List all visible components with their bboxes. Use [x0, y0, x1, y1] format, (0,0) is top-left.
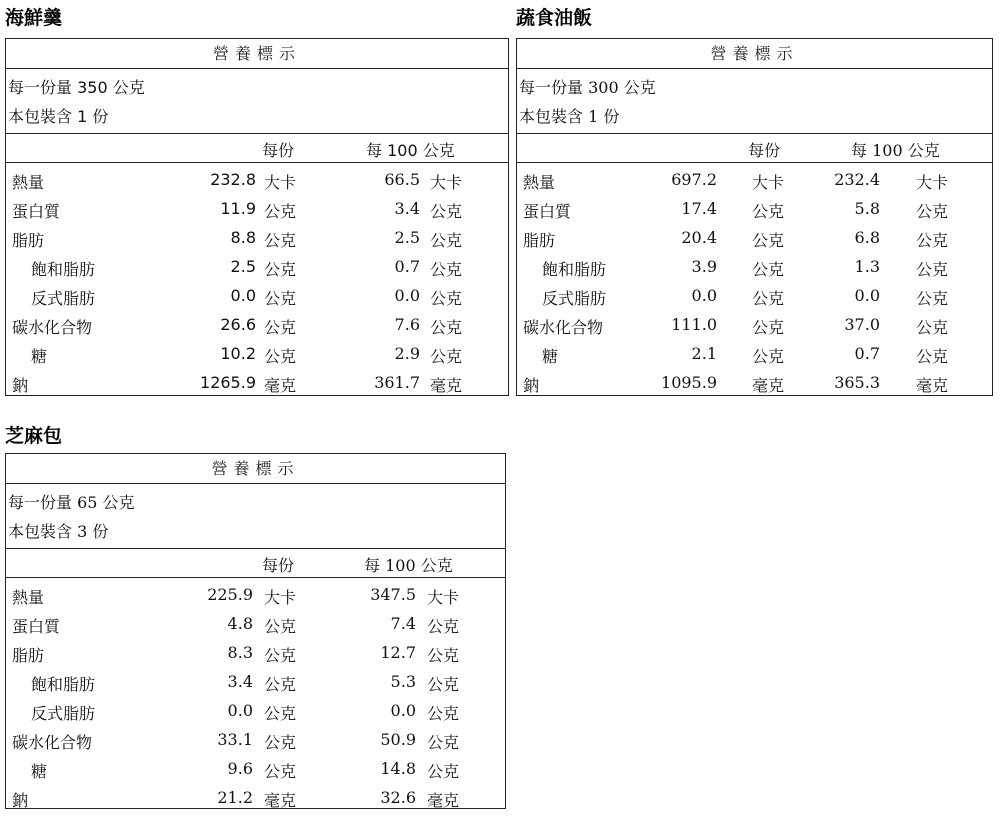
per-100g-unit: 公克 [430, 289, 463, 308]
nutrient-row [6, 639, 505, 668]
per-100g-value: 6.8 [854, 228, 880, 247]
per-serving-unit: 公克 [752, 318, 785, 337]
nutrition-label-box [516, 38, 993, 396]
nutrient-row [6, 311, 508, 340]
per-100g-unit: 公克 [427, 675, 460, 694]
per-100g-unit: 公克 [427, 704, 460, 723]
nutrition-panel-seafood-soup [5, 6, 510, 398]
nutrient-name: 反式脂肪 [31, 289, 96, 308]
per-100g-unit: 大卡 [427, 588, 460, 607]
nutrient-row [6, 282, 508, 311]
per-serving-unit: 公克 [264, 260, 297, 279]
nutrient-name: 蛋白質 [523, 202, 572, 221]
nutrient-name: 鈉 [523, 376, 540, 395]
per-100g-unit: 公克 [430, 318, 463, 337]
nutrient-rows [6, 163, 508, 398]
per-serving-value: 33.1 [217, 730, 253, 749]
per-100g-value: 347.5 [370, 585, 416, 604]
per-serving-unit: 公克 [264, 733, 297, 752]
per-100g-value: 7.6 [394, 315, 420, 334]
per-100g-unit: 公克 [430, 231, 463, 250]
nutrition-label-box [5, 453, 506, 809]
nutrient-name: 熱量 [523, 173, 556, 192]
per-100g-unit: 公克 [427, 617, 460, 636]
per-serving-value: 0.0 [691, 286, 717, 305]
panel-title: 海鮮羹 [5, 7, 63, 29]
per-serving-value: 225.9 [207, 585, 253, 604]
col-per-serving: 每份 [748, 141, 781, 160]
per-100g-value: 12.7 [380, 643, 416, 662]
per-100g-value: 5.8 [854, 199, 880, 218]
nutrient-name: 脂肪 [523, 231, 556, 250]
per-100g-value: 3.4 [394, 199, 420, 218]
per-serving-value: 26.6 [220, 315, 256, 334]
per-serving-unit: 公克 [264, 347, 297, 366]
per-serving-value: 3.9 [691, 257, 717, 276]
nutrient-row [6, 610, 505, 639]
per-serving-unit: 公克 [752, 289, 785, 308]
per-serving-value: 4.8 [227, 614, 253, 633]
nutrient-row [6, 668, 505, 697]
per-100g-unit: 公克 [430, 347, 463, 366]
nutrition-label-header: 營養標示 [517, 39, 992, 69]
per-serving-unit: 大卡 [752, 173, 785, 192]
nutrient-row [6, 224, 508, 253]
per-serving-unit: 公克 [264, 289, 297, 308]
per-100g-unit: 毫克 [916, 376, 949, 395]
per-100g-value: 0.7 [394, 257, 420, 276]
per-100g-value: 1.3 [854, 257, 880, 276]
nutrient-row [517, 340, 992, 369]
nutrient-name: 蛋白質 [12, 202, 61, 221]
nutrient-name: 鈉 [12, 791, 29, 810]
nutrient-row [517, 282, 992, 311]
per-100g-value: 5.3 [390, 672, 416, 691]
per-100g-unit: 公克 [916, 318, 949, 337]
serving-info [6, 484, 505, 549]
per-serving-value: 232.8 [210, 170, 256, 189]
serving-size: 每一份量 350 公克 [8, 78, 145, 97]
nutrition-panel-sesame-bun [5, 424, 510, 814]
panel-title: 蔬食油飯 [516, 7, 593, 29]
per-serving-unit: 公克 [264, 231, 297, 250]
nutrient-name: 脂肪 [12, 646, 45, 665]
col-per-serving: 每份 [262, 141, 295, 160]
per-100g-unit: 公克 [430, 202, 463, 221]
per-100g-unit: 大卡 [916, 173, 949, 192]
per-100g-value: 37.0 [844, 315, 880, 334]
nutrient-row [517, 253, 992, 282]
per-100g-value: 0.7 [854, 344, 880, 363]
per-100g-unit: 大卡 [430, 173, 463, 192]
per-serving-value: 3.4 [227, 672, 253, 691]
nutrient-row [6, 369, 508, 398]
nutrient-name: 碳水化合物 [12, 733, 93, 752]
per-100g-value: 2.9 [394, 344, 420, 363]
per-serving-unit: 公克 [752, 231, 785, 250]
nutrient-row [6, 755, 505, 784]
per-serving-value: 21.2 [217, 788, 253, 807]
per-100g-value: 14.8 [380, 759, 416, 778]
per-serving-unit: 公克 [264, 675, 297, 694]
per-serving-value: 1095.9 [661, 373, 717, 392]
per-serving-unit: 公克 [264, 202, 297, 221]
nutrient-row [6, 340, 508, 369]
per-serving-value: 2.5 [230, 257, 256, 276]
nutrient-rows [6, 578, 505, 813]
per-serving-unit: 毫克 [264, 791, 297, 810]
servings-per-pack: 本包裝含 1 份 [8, 107, 109, 126]
nutrient-name: 碳水化合物 [12, 318, 93, 337]
per-serving-unit: 公克 [264, 318, 297, 337]
nutrient-name: 反式脂肪 [31, 704, 96, 723]
serving-size: 每一份量 300 公克 [519, 78, 656, 97]
nutrient-name: 飽和脂肪 [542, 260, 607, 279]
col-per-100g: 每 100 公克 [364, 556, 453, 575]
per-serving-value: 8.8 [230, 228, 256, 247]
per-serving-value: 8.3 [227, 643, 253, 662]
per-100g-value: 365.3 [834, 373, 880, 392]
nutrient-name: 熱量 [12, 588, 45, 607]
nutrient-name: 蛋白質 [12, 617, 61, 636]
per-100g-unit: 公克 [427, 733, 460, 752]
nutrient-row [6, 166, 508, 195]
per-serving-unit: 大卡 [264, 588, 297, 607]
nutrient-row [517, 311, 992, 340]
servings-per-pack: 本包裝含 3 份 [8, 522, 109, 541]
serving-info [6, 69, 508, 134]
per-100g-unit: 公克 [427, 646, 460, 665]
column-header-row [517, 134, 992, 163]
servings-per-pack: 本包裝含 1 份 [519, 107, 620, 126]
per-100g-unit: 公克 [916, 347, 949, 366]
per-100g-unit: 公克 [916, 260, 949, 279]
column-header-row [6, 549, 505, 578]
nutrient-name: 飽和脂肪 [31, 260, 96, 279]
nutrient-row [517, 166, 992, 195]
nutrition-label-header: 營養標示 [6, 454, 505, 484]
nutrient-row [517, 195, 992, 224]
col-per-100g: 每 100 公克 [366, 141, 455, 160]
per-100g-value: 50.9 [380, 730, 416, 749]
per-serving-unit: 毫克 [264, 376, 297, 395]
per-100g-value: 0.0 [390, 701, 416, 720]
nutrient-row [6, 697, 505, 726]
per-100g-unit: 公克 [430, 260, 463, 279]
serving-size: 每一份量 65 公克 [8, 493, 135, 512]
nutrition-label-box [5, 38, 509, 396]
nutrient-row [6, 726, 505, 755]
nutrient-name: 碳水化合物 [523, 318, 604, 337]
per-serving-value: 9.6 [227, 759, 253, 778]
per-serving-value: 0.0 [230, 286, 256, 305]
per-serving-value: 111.0 [671, 315, 717, 334]
per-serving-unit: 公克 [752, 347, 785, 366]
per-serving-unit: 公克 [752, 202, 785, 221]
per-serving-unit: 公克 [264, 646, 297, 665]
nutrition-label-header: 營養標示 [6, 39, 508, 69]
per-serving-unit: 公克 [264, 617, 297, 636]
per-100g-value: 7.4 [390, 614, 416, 633]
nutrient-row [6, 195, 508, 224]
per-100g-unit: 公克 [916, 289, 949, 308]
panel-title: 芝麻包 [5, 425, 63, 447]
nutrient-row [517, 224, 992, 253]
nutrient-name: 熱量 [12, 173, 45, 192]
nutrient-name: 糖 [31, 347, 48, 366]
nutrient-row [6, 253, 508, 282]
nutrient-name: 脂肪 [12, 231, 45, 250]
nutrient-row [6, 784, 505, 813]
per-serving-value: 2.1 [691, 344, 717, 363]
per-serving-unit: 大卡 [264, 173, 297, 192]
nutrient-name: 反式脂肪 [542, 289, 607, 308]
per-100g-value: 0.0 [394, 286, 420, 305]
serving-info [517, 69, 992, 134]
col-per-100g: 每 100 公克 [851, 141, 940, 160]
nutrient-name: 鈉 [12, 376, 29, 395]
per-100g-value: 361.7 [374, 373, 420, 392]
per-serving-value: 0.0 [227, 701, 253, 720]
nutrient-row [517, 369, 992, 398]
per-serving-value: 20.4 [681, 228, 717, 247]
per-100g-value: 232.4 [834, 170, 880, 189]
per-100g-value: 32.6 [380, 788, 416, 807]
per-100g-value: 66.5 [384, 170, 420, 189]
nutrient-name: 飽和脂肪 [31, 675, 96, 694]
nutrition-panel-veg-oil-rice [516, 6, 996, 398]
per-100g-unit: 毫克 [430, 376, 463, 395]
per-serving-value: 10.2 [220, 344, 256, 363]
per-100g-unit: 公克 [427, 762, 460, 781]
per-100g-unit: 毫克 [427, 791, 460, 810]
column-header-row [6, 134, 508, 163]
nutrient-row [6, 581, 505, 610]
per-serving-value: 697.2 [671, 170, 717, 189]
per-100g-unit: 公克 [916, 231, 949, 250]
per-serving-value: 1265.9 [200, 373, 256, 392]
per-serving-value: 11.9 [220, 199, 256, 218]
per-serving-unit: 公克 [752, 260, 785, 279]
nutrient-rows [517, 163, 992, 398]
per-100g-value: 0.0 [854, 286, 880, 305]
nutrient-name: 糖 [542, 347, 559, 366]
col-per-serving: 每份 [262, 556, 295, 575]
per-100g-unit: 公克 [916, 202, 949, 221]
per-serving-unit: 公克 [264, 762, 297, 781]
per-100g-value: 2.5 [394, 228, 420, 247]
nutrient-name: 糖 [31, 762, 48, 781]
per-serving-value: 17.4 [681, 199, 717, 218]
per-serving-unit: 公克 [264, 704, 297, 723]
per-serving-unit: 毫克 [752, 376, 785, 395]
